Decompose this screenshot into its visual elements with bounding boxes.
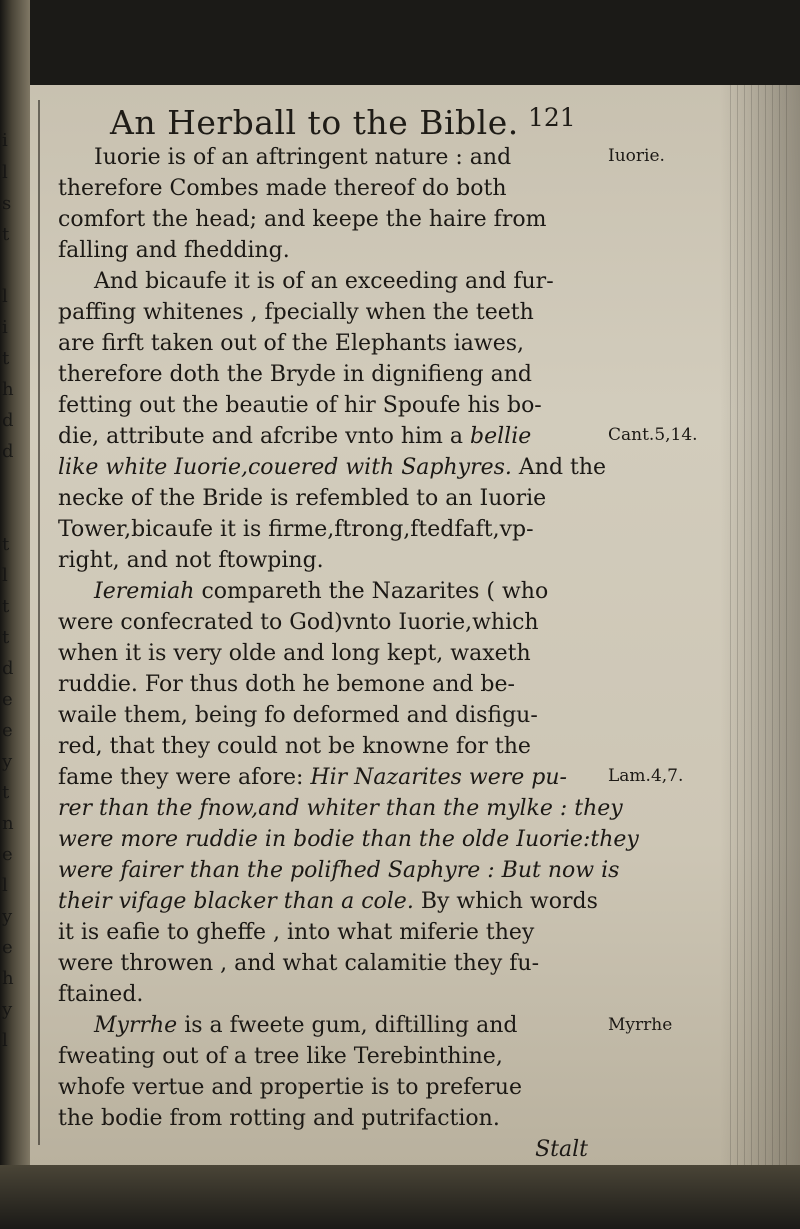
page-number: 121 xyxy=(528,103,576,132)
text-line: ftained. xyxy=(58,982,144,1007)
running-head: An Herball to the Bible. xyxy=(110,103,519,142)
margin-note-lam: Lam.4,7. xyxy=(608,766,684,786)
catchword: Stalt xyxy=(535,1137,588,1162)
italic-run: their vifage blacker than a cole. xyxy=(58,889,414,914)
text-line: paffing whitenes , fpecially when the teeth xyxy=(58,300,534,325)
italic-run: But now is xyxy=(501,858,620,883)
text-line: falling and fhedding. xyxy=(58,238,290,263)
scan-background xyxy=(0,1165,800,1229)
italic-run: bellie xyxy=(470,424,532,449)
margin-note-cant: Cant.5,14. xyxy=(608,425,698,445)
text-line: it is eafie to gheffe , into what miferie they xyxy=(58,920,535,945)
text-line: fetting out the beautie of hir Spoufe his bo- xyxy=(58,393,542,418)
fragment: t xyxy=(2,627,10,648)
text-line: therefore Combes made thereof do both xyxy=(58,176,507,201)
text-line: comfort the head; and keepe the haire from xyxy=(58,207,547,232)
text-line: Tower,bicaufe it is firme,ftrong,ftedfaft,vp- xyxy=(58,517,534,542)
text-line xyxy=(58,421,648,452)
text-line: Iuorie is of an aftringent nature : and xyxy=(94,145,512,170)
fragment: s xyxy=(2,193,12,214)
fragment: e xyxy=(2,844,13,865)
italic-run: were fairer than the polifhed Saphyre : xyxy=(58,858,495,883)
text-line: red, that they could not be knowne for the xyxy=(58,734,531,759)
text-line xyxy=(58,762,648,793)
text-line xyxy=(58,452,648,483)
text-line: therefore doth the Bryde in dignifieng and xyxy=(58,362,532,387)
text-line: the bodie from rotting and putrifaction. xyxy=(58,1106,500,1131)
text-run: And the xyxy=(518,455,607,480)
fragment: e xyxy=(2,720,13,741)
text-line: when it is very olde and long kept, waxeth xyxy=(58,641,531,666)
fragment: t xyxy=(2,534,10,555)
text-run: die, attribute and afcribe vnto him a xyxy=(58,424,464,449)
text-line: right, and not ftowping. xyxy=(58,548,324,573)
fragment: e xyxy=(2,937,13,958)
margin-note-ivorie: Iuorie. xyxy=(608,146,665,166)
fragment: t xyxy=(2,782,10,803)
fragment: n xyxy=(2,813,14,834)
text-line: were more ruddie in bodie than the olde Iuorie:they xyxy=(58,827,639,852)
text-run: is a fweete gum, diftilling and xyxy=(184,1013,518,1038)
text-run: fame they were afore: xyxy=(58,765,304,790)
text-line: were throwen , and what calamitie they fu- xyxy=(58,951,540,976)
text-line: are firft taken out of the Elephants iawes, xyxy=(58,331,524,356)
fragment: d xyxy=(2,441,14,462)
italic-run: Ieremiah xyxy=(94,579,195,604)
fragment: l xyxy=(2,565,8,586)
text-line: necke of the Bride is refembled to an Iuorie xyxy=(58,486,547,511)
text-line xyxy=(58,886,648,917)
fragment: h xyxy=(2,379,14,400)
text-line: whofe vertue and propertie is to preferue xyxy=(58,1075,522,1100)
fragment: y xyxy=(2,906,13,927)
fragment: i xyxy=(2,130,8,151)
text-line: rer than the fnow,and whiter than the mylke : they xyxy=(58,796,623,821)
text-line: ruddie. For thus doth he bemone and be- xyxy=(58,672,515,697)
text-line: were confecrated to God)vnto Iuorie,which xyxy=(58,610,539,635)
page-edge-lines xyxy=(730,85,790,1165)
fragment: h xyxy=(2,968,14,989)
text-line xyxy=(58,855,648,886)
text-run: By which words xyxy=(420,889,598,914)
italic-run: Myrrhe xyxy=(94,1013,178,1038)
fragment: l xyxy=(2,1030,8,1051)
text-line: And bicaufe it is of an exceeding and fur- xyxy=(94,269,554,294)
fragment: e xyxy=(2,689,13,710)
text-line xyxy=(58,1010,648,1041)
italic-run: Hir Nazarites were pu- xyxy=(310,765,567,790)
fragment: l xyxy=(2,286,8,307)
italic-run: like white Iuorie,couered with Saphyres. xyxy=(58,455,512,480)
fragment: y xyxy=(2,999,13,1020)
fragment: t xyxy=(2,224,10,245)
text-line xyxy=(58,576,648,607)
fragment: t xyxy=(2,596,10,617)
fragment: t xyxy=(2,348,10,369)
text-line: waile them, being fo deformed and disfigu- xyxy=(58,703,538,728)
fragment: l xyxy=(2,875,8,896)
fragment: i xyxy=(2,317,8,338)
text-line: fweating out of a tree like Terebinthine, xyxy=(58,1044,503,1069)
body-text xyxy=(58,142,648,1165)
margin-note-myrrhe: Myrrhe xyxy=(608,1015,673,1035)
fragment: y xyxy=(2,751,13,772)
adjacent-page-edge xyxy=(0,0,30,1229)
fragment: d xyxy=(2,658,14,679)
fragment: l xyxy=(2,162,8,183)
text-run: compareth the Nazarites ( who xyxy=(201,579,549,604)
fragment: d xyxy=(2,410,14,431)
column-rule xyxy=(38,100,40,1145)
